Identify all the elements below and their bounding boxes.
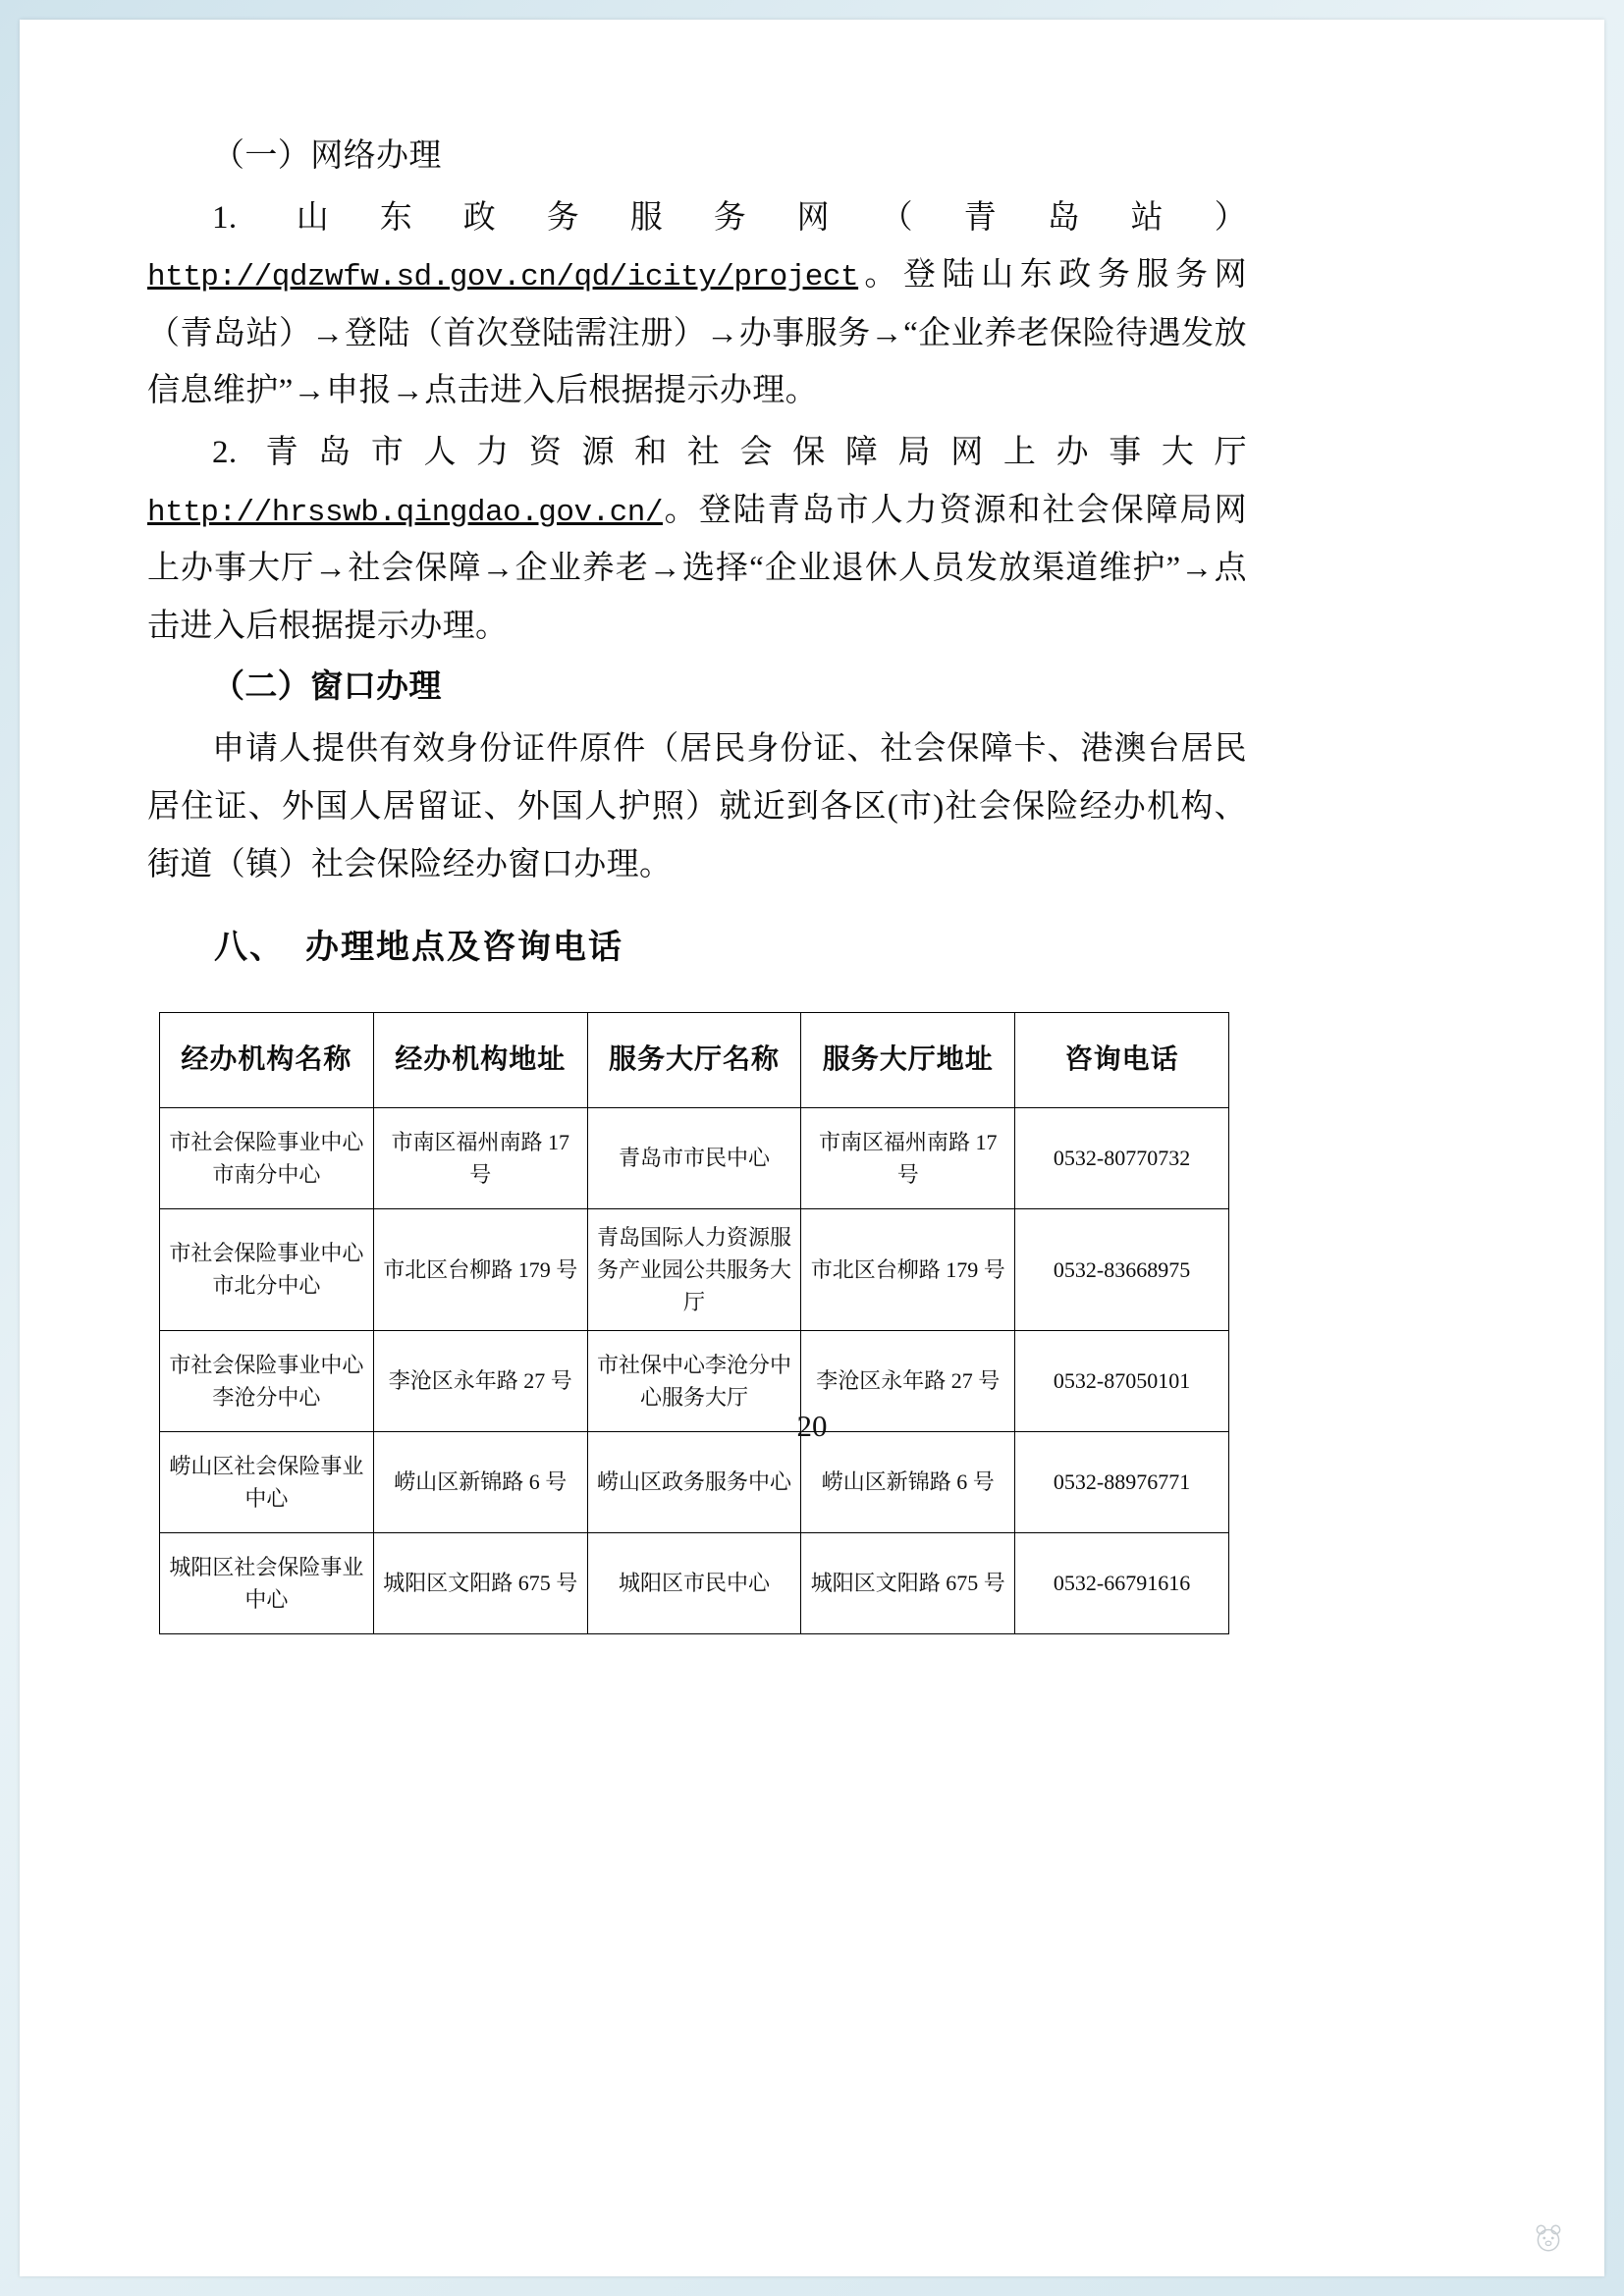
online-item-1-pre: 1. 山东政务服务网（青岛站） — [212, 199, 1247, 236]
online-item-2-post: 。登陆青岛市人力资源和社会保障局网上办事大厅→社会保障→企业养老→选择“企业退休人员发放渠道维护”→点击进入后根据提示办理。 — [147, 492, 1247, 644]
table-cell-phone: 0532-80770732 — [1015, 1107, 1229, 1208]
table-cell-hall-name: 城阳区市民中心 — [587, 1532, 801, 1633]
heading-section-one: （一）网络办理 — [212, 138, 442, 174]
table-cell-hall-address: 市北区台柳路 179 号 — [801, 1208, 1015, 1330]
table-cell-hall-name: 市社保中心李沧分中心服务大厅 — [587, 1330, 801, 1431]
table-cell-agency-address: 市南区福州南路 17 号 — [373, 1107, 587, 1208]
table-cell-agency-address: 崂山区新锦路 6 号 — [373, 1431, 587, 1532]
table-cell-agency-name: 市社会保险事业中心市南分中心 — [160, 1107, 374, 1208]
table-row — [160, 1532, 1229, 1633]
table-header-row — [160, 1012, 1229, 1107]
link-shandong-gov[interactable]: http://qdzwfw.sd.gov.cn/qd/icity/project — [147, 260, 859, 295]
table-cell-phone: 0532-88976771 — [1015, 1431, 1229, 1532]
table-cell-hall-name: 青岛国际人力资源服务产业园公共服务大厅 — [587, 1208, 801, 1330]
paragraph-online-item-1 — [147, 189, 1247, 420]
table-cell-agency-name: 市社会保险事业中心李沧分中心 — [160, 1330, 374, 1431]
table-cell-agency-address: 城阳区文阳路 675 号 — [373, 1532, 587, 1633]
table-cell-agency-name: 城阳区社会保险事业中心 — [160, 1532, 374, 1633]
table-cell-phone: 0532-83668975 — [1015, 1208, 1229, 1330]
heading-section-two: （二）窗口办理 — [212, 669, 442, 706]
table-cell-hall-address: 城阳区文阳路 675 号 — [801, 1532, 1015, 1633]
paragraph-window-handling: 申请人提供有效身份证件原件（居民身份证、社会保障卡、港澳台居民居住证、外国人居留证、外国人护照）就近到各区(市)社会保险经办机构、街道（镇）社会保险经办窗口办理。 — [147, 731, 1247, 882]
bear-watermark-icon — [1532, 2221, 1565, 2255]
heading-section-eight — [147, 919, 1247, 979]
page-number: 20 — [796, 1409, 828, 1443]
document-page — [20, 20, 1604, 2276]
table-cell-phone: 0532-87050101 — [1015, 1330, 1229, 1431]
section-eight-title: 办理地点及咨询电话 — [305, 930, 623, 967]
table-header-cell: 服务大厅地址 — [801, 1012, 1015, 1107]
table-header-cell: 经办机构名称 — [160, 1012, 374, 1107]
table-row — [160, 1431, 1229, 1532]
table-header-cell: 咨询电话 — [1015, 1012, 1229, 1107]
table-cell-hall-address: 市南区福州南路 17 号 — [801, 1107, 1015, 1208]
online-item-1-post: 。登陆山东政务服务网（青岛站）→登陆（首次登陆需注册）→办事服务→“企业养老保险待遇发放信息维护”→申报→点击进入后根据提示办理。 — [147, 257, 1247, 409]
table-cell-agency-name: 市社会保险事业中心市北分中心 — [160, 1208, 374, 1330]
locations-table — [159, 1012, 1229, 1634]
table-cell-hall-address: 李沧区永年路 27 号 — [801, 1330, 1015, 1431]
table-cell-agency-address: 市北区台柳路 179 号 — [373, 1208, 587, 1330]
paragraph-online-item-2 — [147, 424, 1247, 655]
table-cell-hall-name: 崂山区政务服务中心 — [587, 1431, 801, 1532]
online-item-2-pre: 2. 青岛市人力资源和社会保障局网上办事大厅 — [212, 435, 1247, 471]
table-cell-agency-address: 李沧区永年路 27 号 — [373, 1330, 587, 1431]
table-header-cell: 经办机构地址 — [373, 1012, 587, 1107]
table-cell-hall-address: 崂山区新锦路 6 号 — [801, 1431, 1015, 1532]
table-row — [160, 1208, 1229, 1330]
table-cell-agency-name: 崂山区社会保险事业中心 — [160, 1431, 374, 1532]
table-cell-phone: 0532-66791616 — [1015, 1532, 1229, 1633]
table-row — [160, 1107, 1229, 1208]
link-qingdao-hrss[interactable]: http://hrsswb.qingdao.gov.cn/ — [147, 495, 663, 530]
section-eight-number: 八、 — [214, 930, 285, 967]
table-cell-hall-name: 青岛市市民中心 — [587, 1107, 801, 1208]
table-header-cell: 服务大厅名称 — [587, 1012, 801, 1107]
